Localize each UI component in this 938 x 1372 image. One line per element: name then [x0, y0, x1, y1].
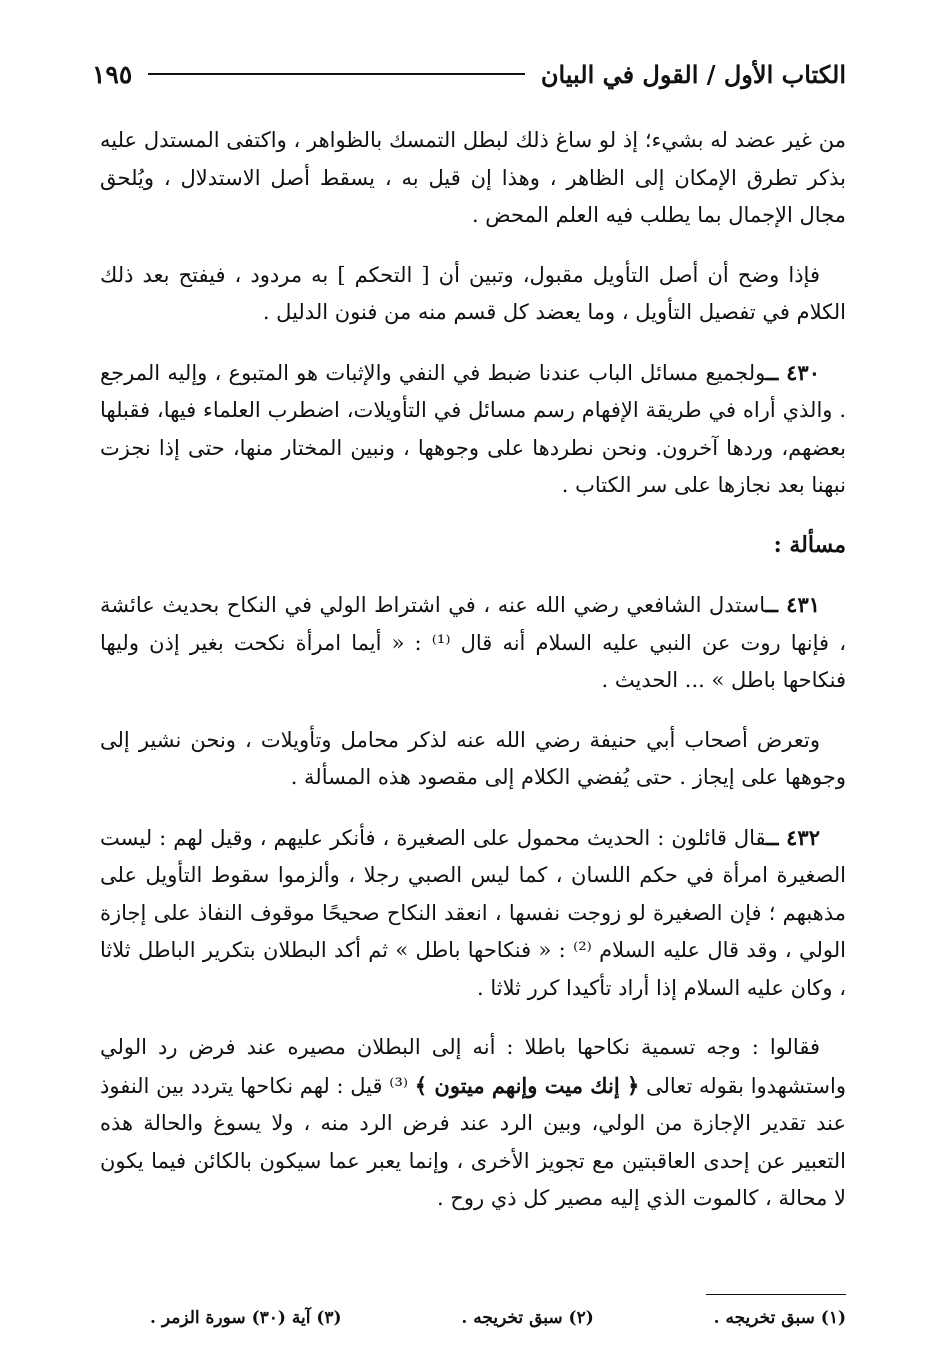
paragraph-number: ٤٣١ ــ — [765, 592, 821, 617]
footnotes — [150, 1308, 846, 1328]
quran-quote: ﴿ إنك ميت وإنهم ميتون ﴾ — [414, 1072, 640, 1098]
footnote-rule — [706, 1294, 846, 1295]
paragraph-2: فإذا وضح أن أصل التأويل مقبول، وتبين أن [ التحكم ] به مردود ، فيفتح بعد ذلك الكلام في تفصيل التأويل ، وما يعضد كل قسم منه من فنون الدليل . — [100, 262, 846, 324]
page-body — [100, 122, 846, 1232]
section-heading: مسألة : — [773, 531, 846, 558]
paragraph-text: استدل الشافعي رضي الله عنه ، في اشتراط الولي في النكاح بحديث عائشة ، فإنها روت عن النبي عليه السلام أنه قال ⁽¹⁾ : « أيما امرأة نكحت بغير إذن وليها فنكاحها باطل » ... الحديث . — [100, 593, 846, 692]
footnote-3: (٣) آية (٣٠) سورة الزمر . — [150, 1308, 342, 1328]
paragraph-432 — [100, 819, 846, 1008]
page-header — [92, 52, 846, 96]
paragraph-text: فقالوا : وجه تسمية نكاحها باطلا : أنه إلى البطلان مصيره عند فرض رد الولي واستشهدوا بقوله تعالى — [100, 1035, 847, 1098]
paragraph-430 — [100, 354, 846, 505]
paragraph-text: قال قائلون : الحديث محمول على الصغيرة ، فأنكر عليهم ، وقيل لهم : ليست الصغيرة امرأة في حكم اللسان ، كما ليس الصبي رجلا ، وألزموا سقوط التأويل على مذهبهم ؛ فإن الصغيرة لو زوجت نفسها ، انعقد النكاح صحيحًا موقوف النفاذ على إجازة الولي ، وقد قال عليه السلام ⁽²⁾ : « فنكاحها باطل » ثم أكد البطلان بتكرير الباطل ثلاثا ، وكان عليه السلام إذا أراد تأكيدا كرر ثلاثا . — [100, 825, 847, 1000]
running-title: الكتاب الأول / القول في البيان — [540, 59, 846, 89]
paragraph-text: ⁽³⁾ قيل : لهم نكاحها يتردد بين النفوذ عند تقدير الإجازة من الولي، وبين الرد عند فرض الرد منه ، ولا يسوغ والحالة هذه التعبير عن إحدى العاقبتين مع تجويز الأخرى ، وإنما يعبر عما سيكون بالكائن فيما يكون لا محالة ، كالموت الذي إليه مصير كل ذي روح . — [100, 1073, 846, 1210]
paragraph-431 — [100, 586, 846, 700]
footnote-2: (٢) سبق تخريجه . — [461, 1308, 594, 1328]
page-number: ١٩٥ — [92, 59, 133, 89]
paragraph-number: ٤٣٢ ــ — [766, 824, 820, 850]
paragraph-1: من غير عضد له بشيء؛ إذ لو ساغ ذلك لبطل التمسك بالظواهر ، واكتفى المستدل عليه بذكر تطرق الإمكان إلى الظاهر ، وهذا إن قيل به ، يسقط أصل الاستدلال ، ويُلحق مجال الإجمال بما يطلب فيه العلم المحض . — [100, 128, 846, 227]
paragraph-7 — [100, 1029, 846, 1218]
header-rule — [148, 73, 525, 75]
footnote-1: (١) سبق تخريجه . — [713, 1308, 846, 1328]
paragraph-5: وتعرض أصحاب أبي حنيفة رضي الله عنه لذكر محامل وتأويلات ، ونحن نشير إلى وجوهها على إيجاز . حتى يُفضي الكلام إلى مقصود هذه المسألة . — [100, 727, 846, 789]
paragraph-text: ولجميع مسائل الباب عندنا ضبط في النفي والإثبات هو المتبوع ، وإليه المرجع . والذي أراه في طريقة الإفهام رسم مسائل في التأويلات، اضطرب العلماء فيها، فقبلها بعضهم، وردها آخرون. ونحن نطردها على وجوهها ، ونبين المختار منها، حتى إذا نجزت نبهنا بعد نجازها على سر الكتاب . — [100, 360, 846, 497]
paragraph-number: ٤٣٠ ــ — [765, 359, 820, 385]
